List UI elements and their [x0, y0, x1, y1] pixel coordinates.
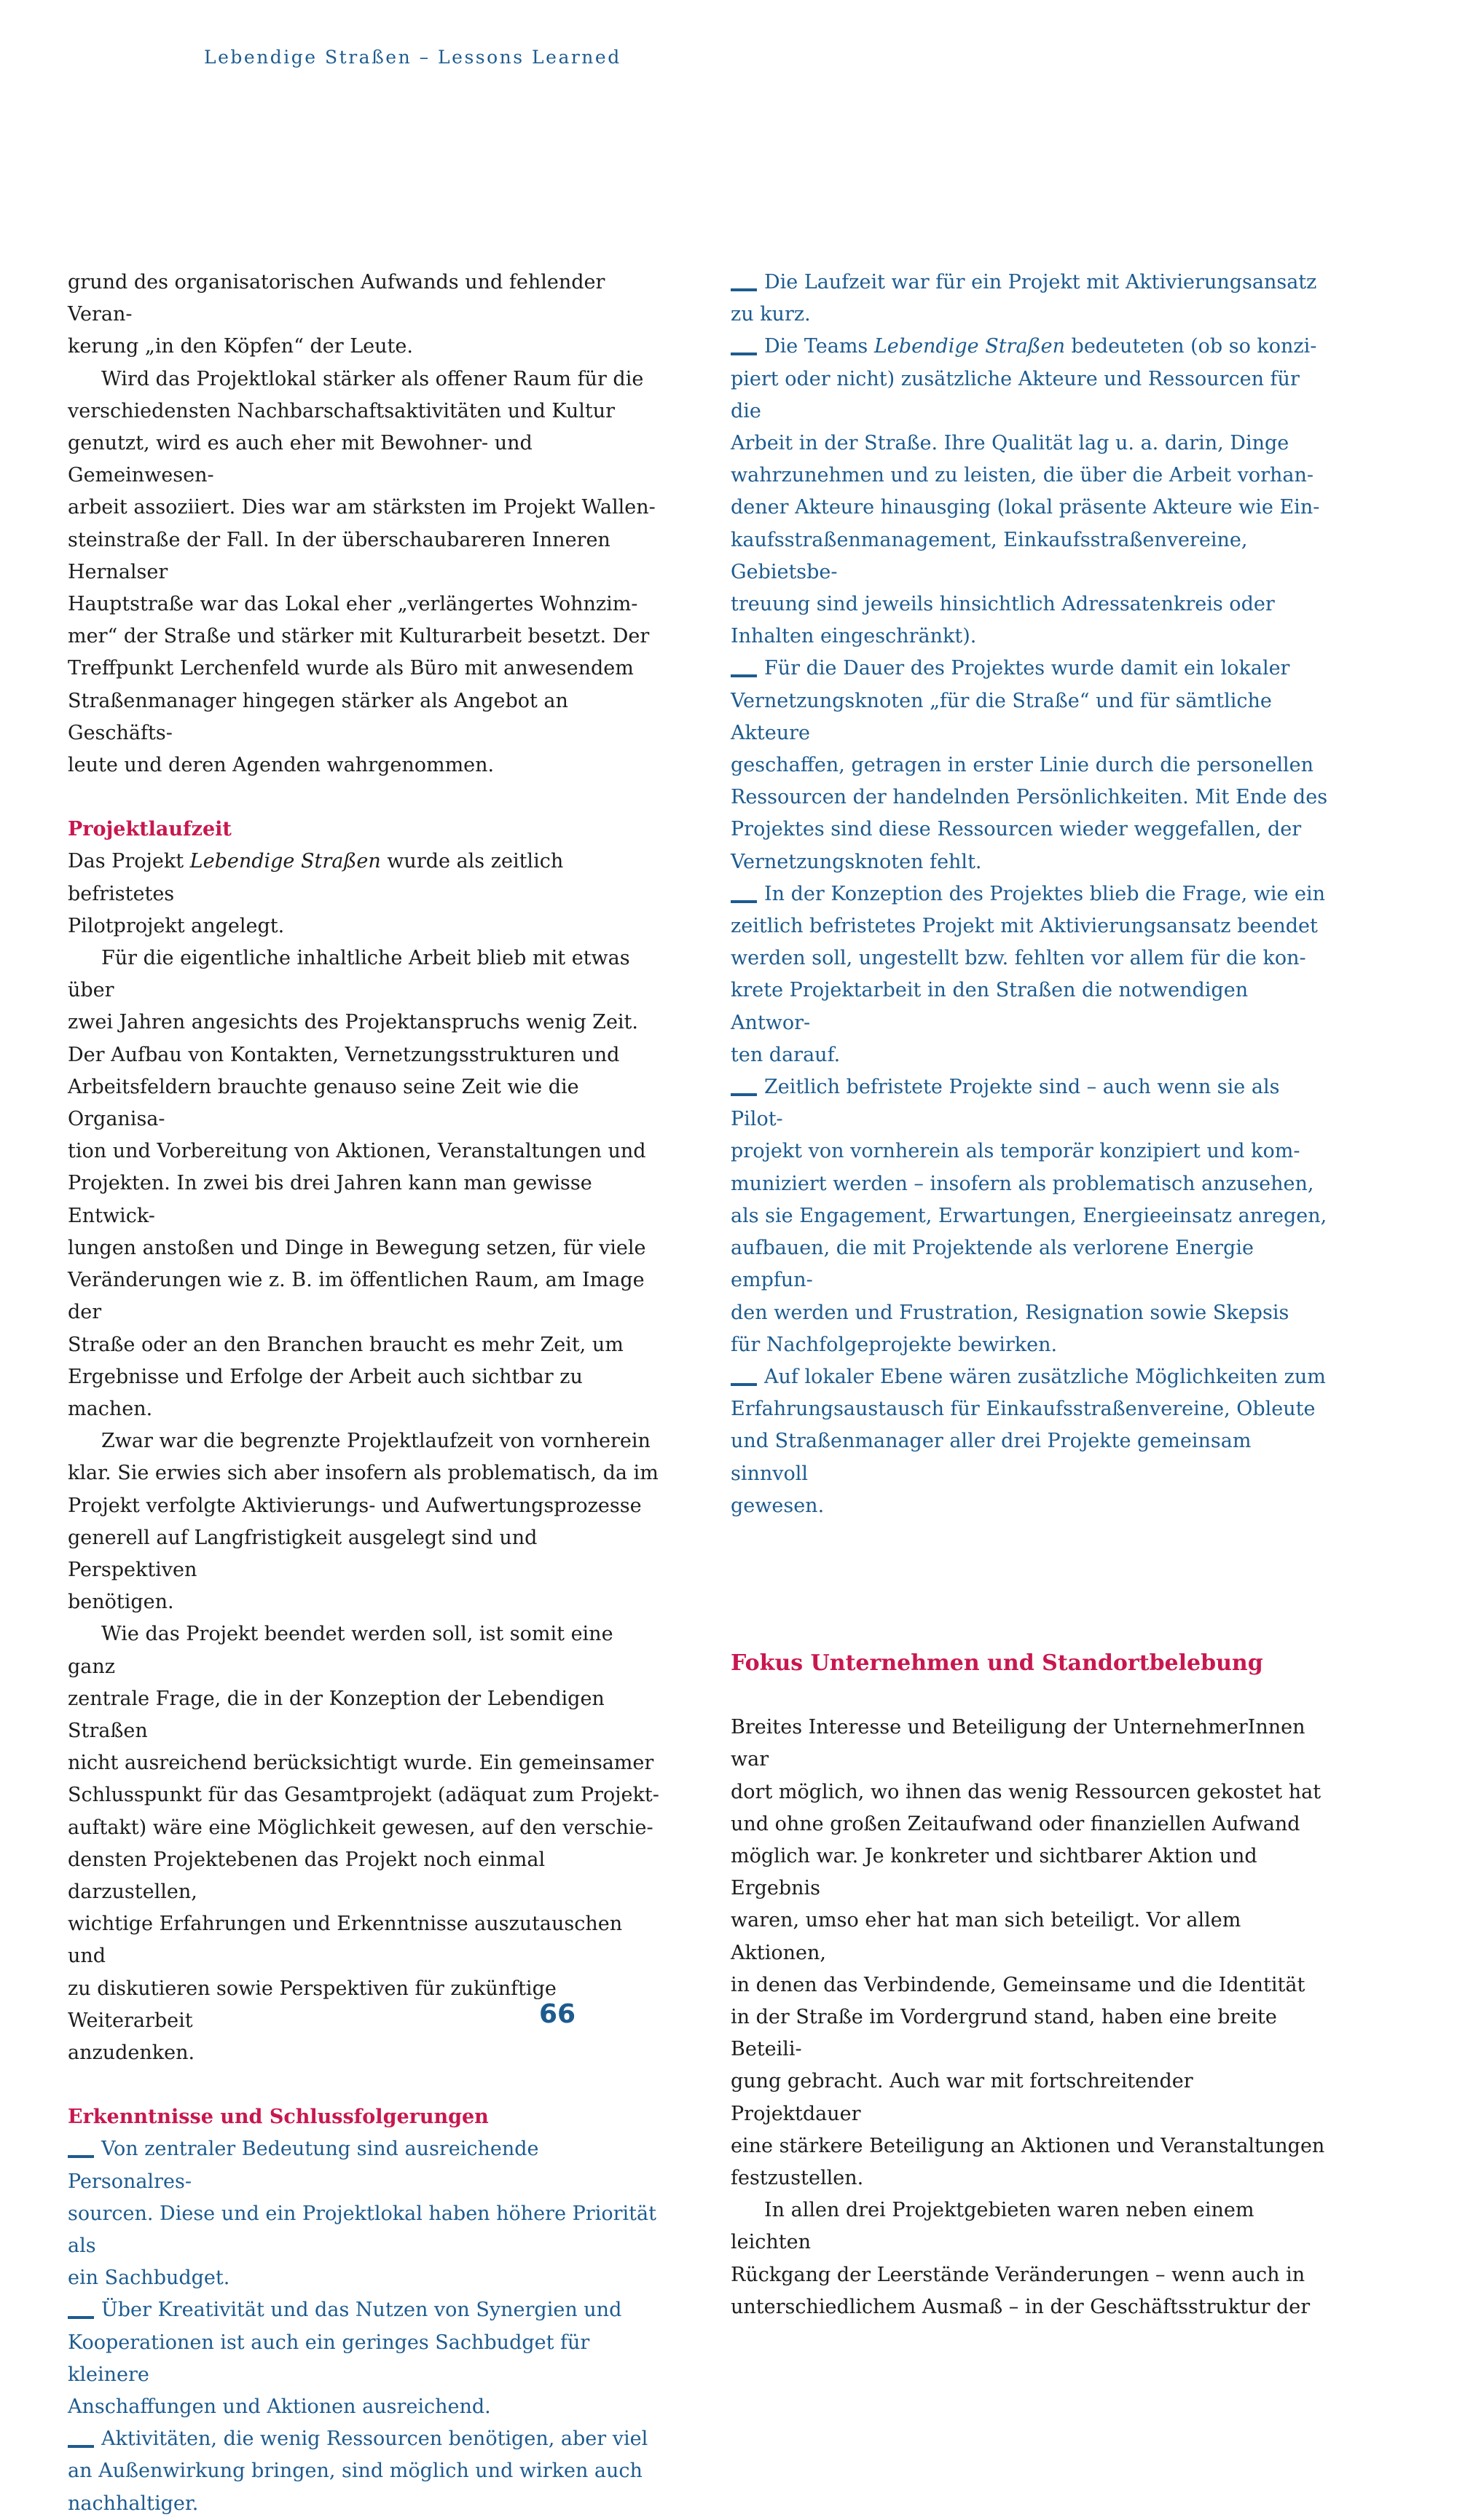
bullet-item: Die Laufzeit war für ein Projekt mit Aktivierungsansatz zu kurz.	[731, 271, 1317, 326]
section-heading-projektlaufzeit: Projektlaufzeit	[68, 818, 232, 841]
left-column	[68, 267, 665, 2520]
paragraph-projektlaufzeit-intro: Das Projekt Lebendige Straßen wurde als zeitlich befristetes Pilotprojekt angelegt.	[68, 850, 564, 937]
paragraph-projektlokal: Wird das Projektlokal stärker als offener Raum für die verschiedensten Nachbarschaftsaktivitäten und Kultur genutzt, wird es auch eher mit Bewohner- und Gemeinwesen- arbeit assoziiert. Dies war am stärksten im Projekt Wallen- steinstraße der Fall. In der überschaubareren Inneren Hernalser Hauptstraße war das Lokal eher „verlängertes Wohnzim- mer“ der Straße und stärker mit Kulturarbeit besetzt. Der Treffpunkt Lerchenfeld wurde als Büro mit anwesendem Straßenmanager hingegen stärker als Angebot an Geschäfts- leute und deren Agenden wahrgenommen.	[68, 367, 656, 777]
paragraph-intro-continuation: grund des organisatorischen Aufwands und fehlender Veran- kerung „in den Köpfen“ der Leute.	[68, 271, 605, 358]
bullet-item: Von zentraler Bedeutung sind ausreichende Personalres- sourcen. Diese und ein Projektlokal haben höhere Priorität als ein Sachbudget.	[68, 2138, 656, 2290]
section-spacer	[731, 1680, 1328, 1712]
bullet-dash-icon	[68, 2445, 94, 2448]
bullet-item: In der Konzeption des Projektes blieb die Frage, wie ein zeitlich befristetes Projekt mit Aktivierungsansatz beendet werden soll, ungestellt bzw. fehlten vor allem für die kon- krete Projektarbeit in den Straßen die notwendigen Antwor- ten darauf.	[731, 882, 1326, 1066]
bullet-item: Die Teams Lebendige Straßen bedeuteten (ob so konzi- piert oder nicht) zusätzliche Akteure und Ressourcen für die Arbeit in der Straße. Ihre Qualität lag u. a. darin, Dinge wahrzunehmen und zu leisten, die über die Arbeit vorhan- dener Akteure hinausging (lokal präsente Akteure wie Ein- kaufsstraßenmanagement, Einkaufsstraßenvereine, Gebietsbe- treuung sind jeweils hinsichtlich Adressatenkreis oder Inhalten eingeschränkt).	[731, 335, 1320, 648]
bullet-item: Auf lokaler Ebene wären zusätzliche Möglichkeiten zum Erfahrungsaustausch für Einkaufsstraßenvereine, Obleute und Straßenmanager aller drei Projekte gemeinsam sinnvoll gewesen.	[731, 1365, 1326, 1517]
bullet-dash-icon	[68, 2316, 94, 2319]
paragraph-projektgebiete: In allen drei Projektgebieten waren neben einem leichten Rückgang der Leerstände Veränderungen – wenn auch in unterschiedlichem Ausmaß – in der Geschäftsstruktur der	[731, 2199, 1311, 2318]
bullet-dash-icon	[731, 353, 757, 355]
bullet-dash-icon	[731, 900, 757, 903]
bullet-dash-icon	[731, 1383, 757, 1386]
running-title: Lebendige Straßen – Lessons Learned	[204, 47, 621, 68]
right-column	[731, 267, 1328, 2323]
paragraph-begrenzte-laufzeit: Zwar war die begrenzte Projektlaufzeit von vornherein klar. Sie erwies sich aber insofern als problematisch, da im Projekt verfolgte Aktivierungs- und Aufwertungsprozesse generell auf Langfristigkeit ausgelegt sind und Perspektiven benötigen.	[68, 1430, 659, 1614]
paragraph-projektende: Wie das Projekt beendet werden soll, ist somit eine ganz zentrale Frage, die in der Konzeption der Lebendigen Straßen nicht ausreichend berücksichtigt wurde. Ein gemeinsamer Schlusspunkt für das Gesamtprojekt (adäquat zum Projekt- auftakt) wäre eine Möglichkeit gewesen, auf den verschie- densten Projektebenen das Projekt noch einmal darzustellen, wichtige Erfahrungen und Erkenntnisse auszutauschen und zu diskutieren sowie Perspektiven für zukünftige Weiterarbeit anzudenken.	[68, 1623, 659, 2064]
bullet-item: Zeitlich befristete Projekte sind – auch wenn sie als Pilot- projekt von vornherein als temporär konzipiert und kom- muniziert werden – insofern als problematisch anzusehen, als sie Engagement, Erwartungen, Energieeinsatz anregen, aufbauen, die mit Projektende als verlorene Energie empfun- den werden und Frustration, Resignation sowie Skepsis für Nachfolgeprojekte bewirken.	[731, 1076, 1327, 1356]
bullet-item: Über Kreativität und das Nutzen von Synergien und Kooperationen ist auch ein geringes Sachbudget für kleinere Anschaffungen und Aktionen ausreichend.	[68, 2299, 622, 2418]
bullet-item: Aktivitäten, die wenig Ressourcen benötigen, aber viel an Außenwirkung bringen, sind möglich und wirken auch nachhaltiger.	[68, 2428, 648, 2515]
section-heading-erkenntnisse: Erkenntnisse und Schlussfolgerungen	[68, 2106, 489, 2129]
bullet-dash-icon	[68, 2155, 94, 2158]
bullet-dash-icon	[731, 288, 757, 291]
paragraph-inhaltliche-arbeit: Für die eigentliche inhaltliche Arbeit blieb mit etwas über zwei Jahren angesichts des Projektanspruchs wenig Zeit. Der Aufbau von Kontakten, Vernetzungsstrukturen und Arbeitsfeldern brauchte genauso seine Zeit wie die Organisa- tion und Vorbereitung von Aktionen, Veranstaltungen und Projekten. In zwei bis drei Jahren kann man gewisse Entwick- lungen anstoßen und Dinge in Bewegung setzen, für viele Veränderungen wie z. B. im öffentlichen Raum, am Image der Straße oder an den Branchen braucht es mehr Zeit, um Ergebnisse und Erfolge der Arbeit auch sichtbar zu machen.	[68, 947, 646, 1420]
section-heading-fokus: Fokus Unternehmen und Standortbelebung	[731, 1650, 1263, 1676]
page-number: 66	[539, 1999, 576, 2029]
bullet-item: Für die Dauer des Projektes wurde damit ein lokaler Vernetzungsknoten „für die Straße“ und für sämtliche Akteure geschaffen, getragen in erster Linie durch die personellen Ressourcen der handelnden Persönlichkeiten. Mit Ende des Projektes sind diese Ressourcen wieder weggefallen, der Vernetzungsknoten fehlt.	[731, 657, 1328, 873]
paragraph-interesse-beteiligung: Breites Interesse und Beteiligung der UnternehmerInnen war dort möglich, wo ihnen das wenig Ressourcen gekostet hat und ohne großen Zeitaufwand oder finanziellen Aufwand möglich war. Je konkreter und sichtbarer Aktion und Ergebnis waren, umso eher hat man sich beteiligt. Vor allem Aktionen, in denen das Verbindende, Gemeinsame und die Identität in der Straße im Vordergrund stand, haben eine breite Beteili- gung gebracht. Auch war mit fortschreitender Projektdauer eine stärkere Beteiligung an Aktionen und Veranstaltungen festzustellen.	[731, 1716, 1325, 2189]
section-spacer	[731, 1522, 1328, 1647]
bullet-dash-icon	[731, 674, 757, 677]
bullet-dash-icon	[731, 1093, 757, 1096]
